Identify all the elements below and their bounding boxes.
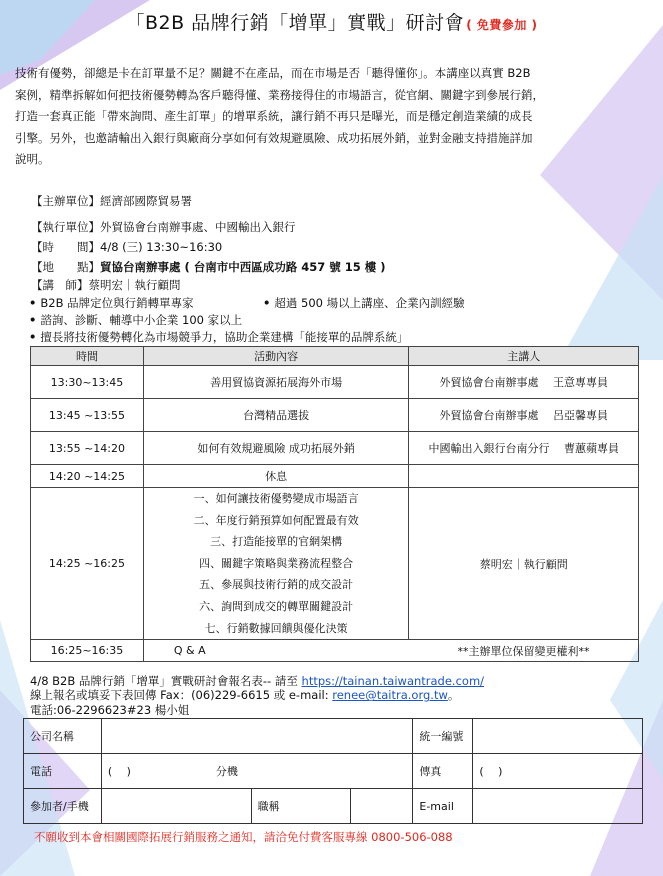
schedule-content: 如何有效規避風險 成功拓展外銷	[143, 432, 409, 465]
registration-suffix: 。	[447, 688, 460, 703]
bullet-dot: •	[29, 330, 37, 344]
schedule-content: 休息	[143, 465, 409, 488]
fax-area-code: ( )	[479, 765, 503, 778]
bullet-dot: •	[29, 313, 37, 327]
schedule-row	[31, 399, 639, 432]
job-title-label: 職稱	[251, 789, 351, 824]
phone-label: 電話	[24, 754, 102, 789]
attendee-field[interactable]	[101, 789, 251, 824]
topic-item: 六、詢問到成交的轉單關鍵設計	[199, 599, 354, 613]
executor-label: 【執行單位】	[31, 220, 100, 234]
schedule-speaker	[409, 465, 639, 488]
registration-link[interactable]: https://tainan.taiwantrade.com/	[301, 674, 485, 688]
time-value: 4/8 (三) 13:30~16:30	[100, 240, 223, 254]
registration-form	[23, 718, 643, 824]
registration-text: 4/8 B2B 品牌行銷「增單」實戰研討會報名表-- 請至	[30, 674, 302, 688]
intro-line: 技術有優勢，卻總是卡在訂單量不足？關鍵不在產品，而在市場是否「聽得懂你」。本講座以真實 B2B	[15, 66, 531, 80]
executor-row	[31, 220, 296, 234]
topic-item: 三、打造能接單的官網架構	[210, 535, 343, 549]
registration-text: 線上報名或填妥下表回傳 Fax：(06)229-6615 或 e-mail:	[30, 688, 333, 703]
topic-item: 四、關鍵字策略與業務流程整合	[199, 556, 354, 570]
speaker-value: 蔡明宏｜執行顧問	[88, 278, 181, 292]
schedule-row	[31, 366, 639, 399]
page-title	[0, 8, 663, 35]
time-row	[31, 240, 222, 254]
schedule-time: 13:45 ~13:55	[31, 399, 144, 432]
registration-email-link[interactable]: renee@taitra.org.tw	[332, 688, 448, 703]
schedule-time: 14:25 ~16:25	[31, 488, 144, 640]
form-row	[24, 754, 643, 789]
place-label: 【地 點】	[31, 260, 100, 274]
email-label: E-mail	[413, 789, 473, 824]
schedule-speaker: 外貿協會台南辦事處 呂亞馨專員	[409, 399, 639, 432]
schedule-table	[30, 346, 639, 662]
opt-out-notice: 不願收到本會相關國際拓展行銷服務之通知，請洽免付費客服專線 0800-506-088	[34, 830, 453, 844]
schedule-time: 13:55 ~14:20	[31, 432, 144, 465]
tax-id-label: 統一編號	[413, 719, 473, 754]
bullet-row	[29, 295, 194, 311]
phone-field[interactable]	[101, 754, 413, 789]
schedule-note: **主辦單位保留變更權利**	[409, 640, 639, 662]
intro-line: 案例，精準拆解如何把技術優勢轉為客戶聽得懂、業務接得住的市場語言，從官網、關鍵字到參展行銷，	[15, 87, 544, 102]
place-row	[31, 260, 386, 274]
schedule-content: 台灣精品選拔	[143, 399, 409, 432]
free-badge: ( 免費參加 )	[466, 18, 538, 32]
title-main: 「B2B 品牌行銷「增單」實戰」研討會	[125, 12, 465, 34]
header-content: 活動內容	[143, 347, 409, 366]
place-value: 貿協台南辦事處 ( 台南市中西區成功路 457 號 15 樓 )	[100, 260, 386, 274]
schedule-time: 13:30~13:45	[31, 366, 144, 399]
topic-item: 五、參展與技術行銷的成交設計	[199, 578, 354, 592]
fax-field[interactable]	[473, 754, 643, 789]
executor-value: 外貿協會台南辦事處、中國輸出入銀行	[100, 220, 296, 234]
bullet-text: 超過 500 場以上講座、企業內訓經驗	[274, 296, 465, 310]
schedule-row	[31, 432, 639, 465]
registration-info	[30, 674, 484, 717]
schedule-row	[31, 488, 639, 640]
bullet-text: 諮詢、診斷、輔導中小企業 100 家以上	[40, 313, 243, 327]
organizer-value: 經濟部國際貿易署	[100, 194, 192, 208]
attendee-label: 參加者/手機	[24, 789, 102, 824]
schedule-speaker: 外貿協會台南辦事處 王意專專員	[409, 366, 639, 399]
form-row	[24, 719, 643, 754]
header-speaker: 主講人	[409, 347, 639, 366]
tax-id-field[interactable]	[473, 719, 643, 754]
bullet-dot: •	[263, 296, 271, 310]
schedule-row	[31, 465, 639, 488]
bullet-row	[29, 312, 242, 328]
intro-line: 說明。	[15, 152, 50, 166]
organizer-row	[31, 194, 192, 208]
company-field[interactable]	[101, 719, 413, 754]
schedule-header-row	[31, 347, 639, 366]
job-title-field[interactable]	[351, 789, 413, 824]
schedule-speaker: 中國輸出入銀行台南分行 曹蕙蘋專員	[409, 432, 639, 465]
phone-area-code: ( )	[107, 765, 131, 778]
topic-item: 一、如何讓技術優勢變成市場語言	[193, 492, 359, 505]
bullet-row	[29, 329, 408, 345]
bullet-dot: •	[29, 296, 37, 310]
schedule-content: Q & A	[143, 640, 409, 662]
phone-ext-label: 分機	[215, 765, 238, 778]
registration-line-2	[30, 688, 484, 702]
time-label: 【時 間】	[31, 240, 100, 254]
fax-label: 傳真	[413, 754, 473, 789]
registration-line-3: 電話:06-2296623#23 楊小姐	[30, 702, 190, 717]
bullet-text: 擅長將技術優勢轉化為市場競爭力，協助企業建構「能接單的品牌系統」	[40, 330, 409, 344]
schedule-topics	[143, 488, 409, 640]
schedule-time: 14:20 ~14:25	[31, 465, 144, 488]
intro-paragraph	[15, 63, 640, 171]
bullet-row	[263, 295, 465, 311]
topic-item: 二、年度行銷預算如何配置最有效	[193, 513, 359, 527]
topic-item: 七、行銷數據回饋與優化決策	[204, 621, 348, 635]
speaker-label: 【講 師】	[31, 278, 89, 292]
speaker-row	[31, 278, 181, 292]
schedule-content: 善用貿協資源拓展海外市場	[143, 366, 409, 399]
company-label: 公司名稱	[24, 719, 102, 754]
form-row	[24, 789, 643, 824]
organizer-label: 【主辦單位】	[31, 194, 100, 208]
bullet-text: B2B 品牌定位與行銷轉單專家	[40, 296, 194, 310]
schedule-speaker: 蔡明宏｜執行顧問	[409, 488, 639, 640]
schedule-time: 16:25~16:35	[31, 640, 144, 662]
email-field[interactable]	[473, 789, 643, 824]
header-time: 時間	[31, 347, 144, 366]
schedule-row	[31, 640, 639, 662]
intro-line: 引擎。另外，也邀請輸出入銀行與廠商分享如何有效規避風險、成功拓展外銷，並對金融支持措施詳加	[15, 130, 533, 145]
intro-line: 打造一套真正能「帶來詢問、產生訂單」的增單系統，讓行銷不再只是曝光，而是穩定創造業績的成長	[15, 109, 533, 123]
registration-line-1	[30, 674, 484, 688]
